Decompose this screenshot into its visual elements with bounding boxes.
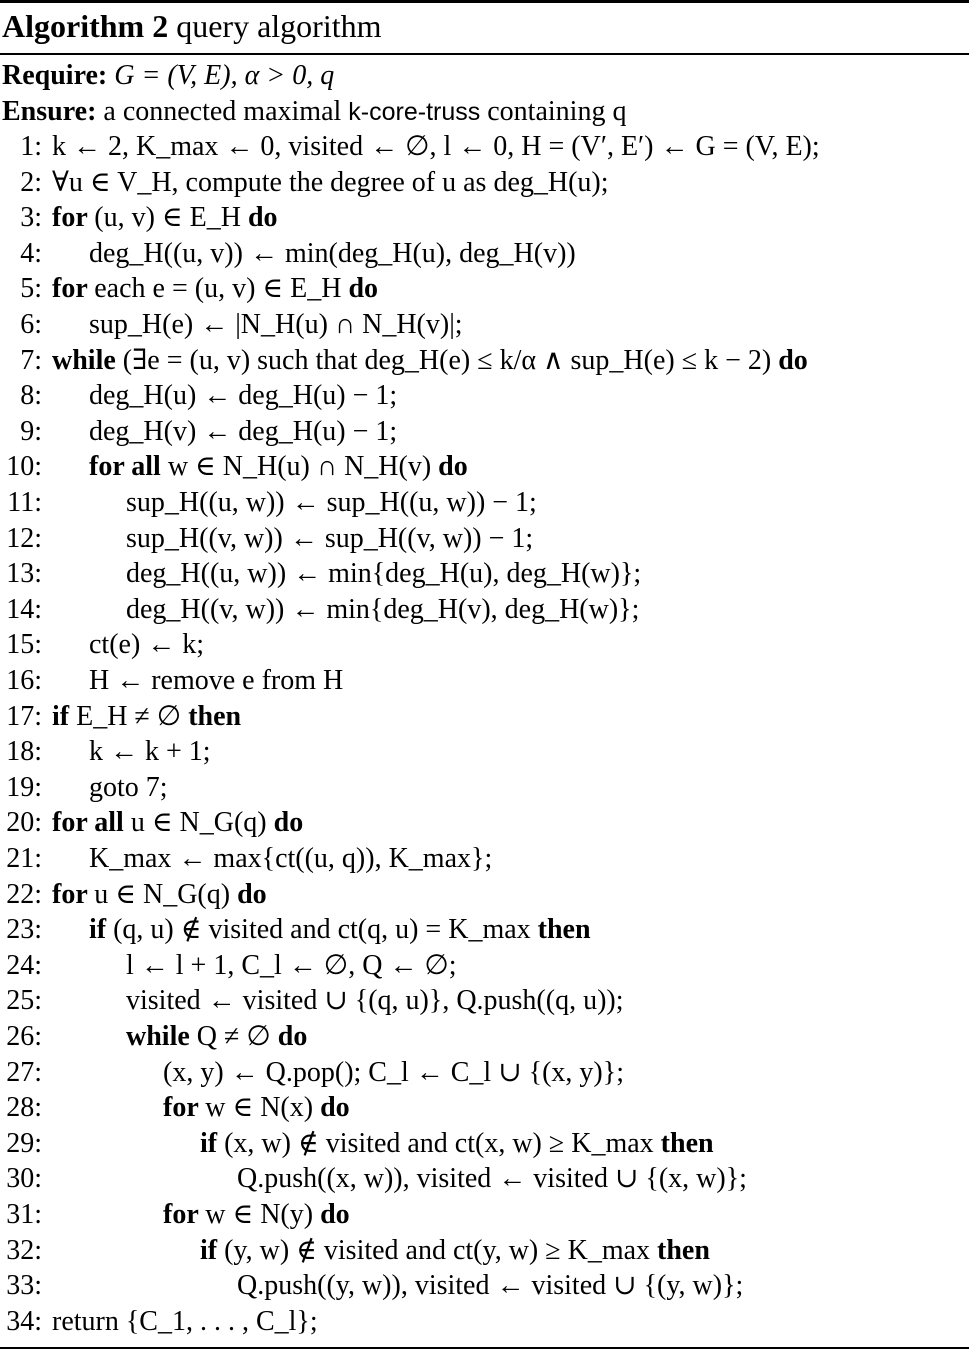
line-content — [89, 378, 397, 414]
line-content — [89, 449, 468, 485]
line-number: 23: — [6, 914, 42, 946]
algorithm-label: Algorithm 2 — [2, 8, 169, 44]
line-number: 25: — [6, 985, 42, 1017]
line-content — [126, 983, 624, 1019]
algorithm-line — [0, 414, 397, 450]
algorithm-caption — [2, 6, 381, 46]
keyword: then — [181, 700, 242, 732]
line-text: deg_H((u, w)) ← min{deg_H(u), deg_H(w)}; — [126, 558, 642, 590]
keyword: if — [52, 700, 77, 732]
line-content — [52, 699, 241, 735]
algorithm-line — [0, 200, 278, 236]
keyword: do — [230, 878, 267, 910]
line-text: sup_H(e) ← |N_H(u) ∩ N_H(v)|; — [89, 309, 463, 340]
line-content — [52, 200, 278, 236]
ensure-label: Ensure: — [2, 96, 97, 127]
line-number: 1: — [20, 131, 42, 162]
line-text: Q.push((y, w)), visited ← visited ∪ {(y, w)}; — [237, 1270, 744, 1302]
line-number: 33: — [6, 1270, 42, 1302]
line-text: (y, w) ∉ visited and ct(y, w) ≥ K_max — [224, 1234, 651, 1266]
algorithm-line — [0, 770, 168, 806]
line-content — [126, 521, 533, 557]
keyword: for — [52, 202, 95, 234]
algorithm-line — [0, 556, 641, 592]
keyword: do — [240, 202, 278, 234]
line-content — [89, 734, 211, 770]
line-number: 24: — [6, 949, 42, 981]
ensure-line — [2, 94, 626, 130]
line-number: 26: — [6, 1021, 42, 1052]
algorithm-line — [0, 734, 211, 770]
line-text: k ← k + 1; — [89, 736, 211, 768]
line-number: 18: — [6, 736, 42, 768]
line-content — [237, 1268, 743, 1304]
keyword: then — [650, 1234, 710, 1266]
line-text: K_max ← max{ct((u, q)), K_max}; — [89, 843, 493, 874]
keyword: for — [52, 273, 95, 305]
line-content — [237, 1161, 747, 1197]
algorithm-line — [0, 1304, 318, 1340]
line-content — [89, 770, 168, 806]
line-number: 16: — [6, 665, 42, 696]
algorithm-line — [0, 129, 820, 165]
require-label: Require: — [2, 60, 108, 91]
line-number: 13: — [6, 558, 42, 590]
keyword: for — [52, 878, 95, 910]
keyword: for all — [89, 451, 168, 483]
line-content — [52, 343, 808, 379]
line-text: ct(e) ← k; — [89, 629, 205, 661]
line-text: (x, y) ← Q.pop(); C_l ← C_l ∪ {(x, y)}; — [163, 1056, 624, 1088]
algorithm-line — [0, 983, 624, 1019]
line-number: 21: — [6, 843, 42, 874]
line-text: each e = (u, v) ∈ E_H — [94, 273, 342, 305]
keyword: then — [530, 914, 591, 946]
line-number: 29: — [6, 1127, 42, 1159]
line-text: deg_H((u, v)) ← min(deg_H(u), deg_H(v)) — [89, 237, 576, 269]
line-number: 30: — [6, 1163, 42, 1195]
line-number: 19: — [6, 771, 42, 803]
line-text: k ← 2, K_max ← 0, visited ← ∅, l ← 0, H = (V′, E′) ← G = (V, E); — [52, 131, 820, 162]
line-text: Q ≠ ∅ — [196, 1021, 271, 1052]
line-number: 22: — [6, 878, 42, 910]
keyword: while — [52, 344, 123, 376]
keyword: do — [431, 451, 468, 483]
line-text: deg_H(u) ← deg_H(u) − 1; — [89, 380, 398, 412]
line-content — [89, 912, 591, 948]
algorithm-line — [0, 663, 343, 699]
algorithm-line — [0, 627, 204, 663]
algorithm-line — [0, 449, 468, 485]
line-number: 3: — [20, 202, 42, 234]
algorithm-line — [0, 841, 492, 877]
algorithm-line — [0, 948, 457, 984]
ensure-pre: a connected maximal — [103, 96, 342, 127]
line-content — [89, 414, 397, 450]
bottom-rule — [0, 1347, 969, 1349]
line-number: 14: — [6, 593, 42, 625]
line-content — [163, 1197, 350, 1233]
line-text: (u, v) ∈ E_H — [94, 202, 241, 234]
line-content — [126, 485, 537, 521]
line-content — [52, 129, 820, 165]
line-number: 11: — [7, 487, 42, 518]
keyword: do — [313, 1092, 350, 1124]
line-text: E_H ≠ ∅ — [76, 700, 182, 732]
keyword: for — [163, 1092, 206, 1124]
algorithm-line — [0, 378, 397, 414]
line-number: 12: — [6, 522, 42, 554]
algorithm-line — [0, 271, 378, 307]
line-content — [52, 805, 303, 841]
line-number: 7: — [20, 344, 42, 376]
algorithm-line — [0, 1090, 350, 1126]
line-text: l ← l + 1, C_l ← ∅, Q ← ∅; — [126, 949, 457, 981]
line-text: sup_H((u, w)) ← sup_H((u, w)) − 1; — [126, 487, 537, 518]
algorithm-line — [0, 1019, 307, 1055]
algorithm-line — [0, 485, 537, 521]
line-content — [200, 1233, 710, 1269]
line-text: sup_H((v, w)) ← sup_H((v, w)) − 1; — [126, 522, 534, 554]
line-content — [89, 663, 343, 699]
line-number: 20: — [6, 807, 42, 839]
line-content — [163, 1090, 350, 1126]
line-content — [89, 236, 576, 272]
algorithm-line — [0, 1055, 624, 1091]
line-text: H ← remove e from H — [89, 665, 344, 696]
line-number: 32: — [6, 1234, 42, 1266]
line-content — [52, 271, 378, 307]
algorithm-line — [0, 699, 241, 735]
line-number: 34: — [6, 1305, 42, 1337]
line-content — [52, 877, 267, 913]
line-text: ∀u ∈ V_H, compute the degree of u as deg_H(u); — [52, 166, 609, 198]
line-number: 5: — [20, 273, 42, 305]
line-number: 28: — [6, 1092, 42, 1124]
keyword: do — [341, 273, 379, 305]
line-content — [126, 592, 639, 628]
algorithm-title: query algorithm — [176, 8, 382, 44]
top-rule — [0, 0, 969, 3]
line-text: deg_H(v) ← deg_H(u) − 1; — [89, 415, 398, 447]
algorithm-line — [0, 1126, 714, 1162]
algorithm-line — [0, 912, 591, 948]
line-text: return {C_1, . . . , C_l}; — [52, 1305, 318, 1337]
line-text: u ∈ N_G(q) — [94, 878, 231, 910]
line-text: deg_H((v, w)) ← min{deg_H(v), deg_H(w)}; — [126, 593, 640, 625]
line-content — [89, 841, 492, 877]
algorithm-line — [0, 236, 576, 272]
line-text: (q, u) ∉ visited and ct(q, u) = K_max — [113, 914, 531, 946]
ensure-post: containing q — [487, 96, 627, 127]
line-content — [126, 948, 457, 984]
keyword: if — [200, 1127, 225, 1159]
keyword: do — [270, 1021, 308, 1052]
algorithm-line — [0, 165, 609, 201]
line-number: 27: — [6, 1056, 42, 1088]
line-number: 31: — [6, 1199, 42, 1230]
line-content — [89, 627, 204, 663]
caption-rule — [0, 53, 969, 55]
keyword: do — [313, 1199, 350, 1230]
algorithm-line — [0, 1161, 747, 1197]
algorithm-line — [0, 307, 463, 343]
algorithm-line — [0, 1233, 710, 1269]
keyword: for all — [52, 807, 131, 839]
algorithm-line — [0, 592, 639, 628]
algorithm-line — [0, 805, 303, 841]
line-number: 8: — [20, 380, 42, 412]
line-text: (x, w) ∉ visited and ct(x, w) ≥ K_max — [224, 1127, 654, 1159]
line-content — [126, 1019, 307, 1055]
keyword: if — [89, 914, 114, 946]
require-line — [2, 58, 334, 94]
line-content — [200, 1126, 714, 1162]
line-content — [163, 1055, 624, 1091]
algorithm-line — [0, 1197, 350, 1233]
line-text: w ∈ N_H(u) ∩ N_H(v) — [167, 451, 432, 483]
line-text: w ∈ N(x) — [205, 1092, 314, 1124]
line-number: 9: — [20, 415, 42, 447]
keyword: do — [266, 807, 304, 839]
algorithm-line — [0, 877, 267, 913]
line-text: (∃e = (u, v) such that deg_H(e) ≤ k/α ∧ sup_H(e) ≤ k − 2) — [122, 344, 772, 376]
keyword: if — [200, 1234, 225, 1266]
line-content — [52, 1304, 318, 1340]
keyword: then — [653, 1127, 714, 1159]
line-text: Q.push((x, w)), visited ← visited ∪ {(x, w)}; — [237, 1163, 747, 1195]
line-number: 6: — [20, 309, 42, 340]
line-content — [52, 165, 609, 201]
line-text: goto 7; — [89, 771, 168, 803]
line-content — [126, 556, 641, 592]
line-number: 15: — [6, 629, 42, 661]
keyword: for — [163, 1199, 206, 1230]
line-text: u ∈ N_G(q) — [130, 807, 267, 839]
line-number: 17: — [6, 700, 42, 732]
line-number: 10: — [6, 451, 42, 483]
keyword: while — [126, 1021, 197, 1052]
line-content — [89, 307, 463, 343]
keyword: do — [771, 344, 808, 376]
algorithm-line — [0, 1268, 743, 1304]
algorithm-line — [0, 521, 533, 557]
ensure-term: k-core-truss — [348, 98, 481, 126]
line-number: 2: — [20, 166, 42, 198]
require-text: G = (V, E), α > 0, q — [114, 60, 335, 91]
line-number: 4: — [20, 237, 42, 269]
line-text: w ∈ N(y) — [205, 1199, 314, 1230]
line-text: visited ← visited ∪ {(q, u)}, Q.push((q, u)); — [126, 985, 624, 1017]
algorithm-line — [0, 343, 808, 379]
